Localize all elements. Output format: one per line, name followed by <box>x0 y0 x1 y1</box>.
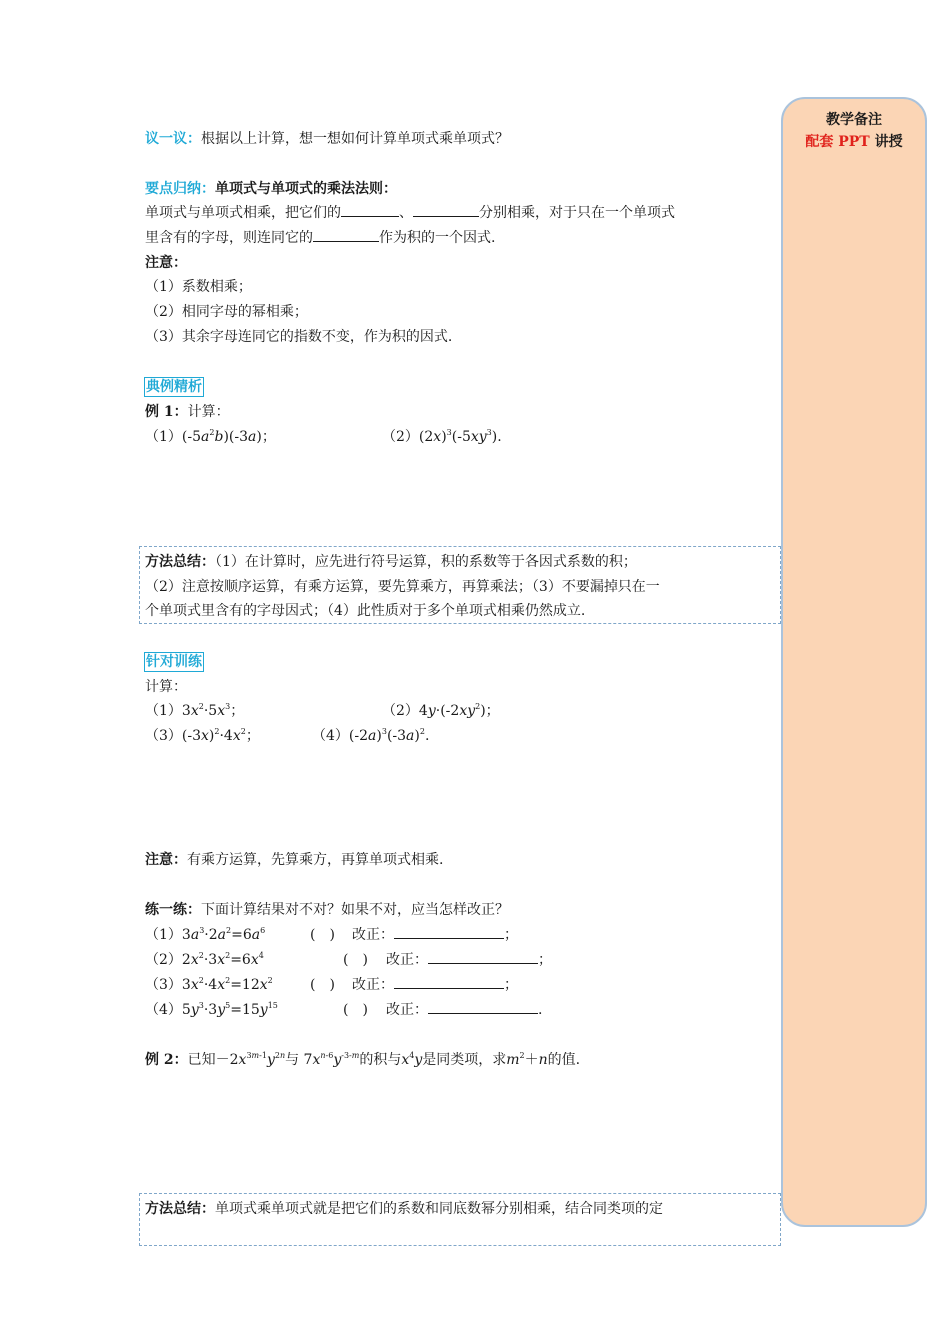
discuss-text: 根据以上计算，想一想如何计算单项式乘单项式？ <box>201 131 509 147</box>
note2-line <box>145 851 443 869</box>
fix-label: 改正： <box>352 927 394 943</box>
summary-label: 要点归纳： <box>145 181 215 197</box>
training-problem-4: $(4)(-2a)^3(-3a)^2$. <box>312 727 430 744</box>
example2-label: 例 2： <box>145 1052 188 1068</box>
summary-title: 单项式与单项式的乘法法则： <box>215 181 397 197</box>
example1-problem-1: $(1)(-5a^2b)(-3a)$； <box>145 428 276 445</box>
discuss-label: 议一议： <box>145 131 201 147</box>
training-problem-1: $(1)3x^2\cdot 5x^3$； <box>145 702 245 719</box>
practice-paren: ( ) <box>310 977 335 993</box>
note-item: （3）其余字母连同它的指数不变，作为积的因式. <box>145 329 453 345</box>
sidebar-title: 教学备注 <box>826 112 882 128</box>
method1-line-1 <box>145 553 637 571</box>
note2-label: 注意： <box>145 852 187 868</box>
blank <box>428 1001 538 1014</box>
summary-text: 单项式与单项式相乘，把它们的 <box>145 205 341 221</box>
example1-label: 例 1： <box>145 404 188 420</box>
semicolon: ； <box>504 977 518 993</box>
training-problem-3: $(3)(-3x)^2\cdot 4x^2$； <box>145 727 260 744</box>
sidebar-lecture-text: 讲授 <box>869 134 903 150</box>
note-item: （1）系数相乘； <box>145 279 252 295</box>
summary-text: 分别相乘，对于只在一个单项式 <box>479 205 675 221</box>
practice-fix-1 <box>352 926 518 944</box>
blank <box>413 204 479 217</box>
practice-item-3: $(3)3x^2\cdot 4x^2=12x^2$ <box>145 976 273 993</box>
summary-text: 作为积的一个因式. <box>379 230 496 246</box>
example2-line: 例 2：已知$-2x^{3m-1}y^{2n}$与 $7x^{n-6}y^{-3-m}$的积与$x^4y$是同类项，求$m^2+n$的值. <box>145 1051 581 1068</box>
practice-fix-3 <box>352 976 518 994</box>
practice-item-1: $(1)3a^3\cdot 2a^2=6a^6$ <box>145 926 266 943</box>
summary-line-1 <box>145 204 675 222</box>
example2-text: 是同类项，求 <box>422 1052 507 1068</box>
fix-label: 改正： <box>352 977 394 993</box>
teaching-notes-sidebar <box>781 97 927 1227</box>
practice-label: 练一练： <box>145 902 201 918</box>
example1-problem-2: $(2)(2x)^3(-5xy^3)$. <box>382 428 502 445</box>
note-item: （2）相同字母的幂相乘； <box>145 304 308 320</box>
example1-heading <box>145 403 230 421</box>
example-section-label: 典例精析 <box>146 379 202 395</box>
sidebar-ppt-text: 配套 PPT <box>805 134 870 150</box>
practice-fix-2 <box>386 951 552 969</box>
training-problem-2: $(2)4y\cdot(-2xy^2)$； <box>382 702 500 719</box>
blank <box>394 926 504 939</box>
practice-paren: ( ) <box>343 952 368 968</box>
training-section-label: 针对训练 <box>146 654 202 670</box>
method1-line-2: （2）注意按顺序运算，有乘方运算，要先算乘方，再算乘法；（3）不要漏掉只在一 <box>145 579 660 595</box>
blank <box>313 229 379 242</box>
training-text: 计算： <box>145 679 187 695</box>
practice-item-2: $(2)2x^2\cdot 3x^2=6x^4$ <box>145 951 264 968</box>
method1-text: （1）在计算时，应先进行符号运算，积的系数等于各因式系数的积； <box>215 554 637 570</box>
method2-label: 方法总结： <box>145 1201 215 1217</box>
example2-text: 已知－2 <box>187 1052 239 1068</box>
practice-heading <box>145 901 509 919</box>
practice-paren: ( ) <box>343 1002 368 1018</box>
sidebar-subtitle <box>783 131 925 151</box>
note2-text: 有乘方运算，先算乘方，再算单项式相乘. <box>187 852 444 868</box>
example2-text: 的值. <box>547 1052 581 1068</box>
summary-text: 、 <box>399 205 413 221</box>
example2-text: 的积与 <box>359 1052 402 1068</box>
fix-label: 改正： <box>386 1002 428 1018</box>
semicolon: ； <box>504 927 518 943</box>
method1-label: 方法总结： <box>145 554 215 570</box>
summary-heading <box>145 180 397 198</box>
practice-fix-4 <box>386 1001 542 1019</box>
blank <box>428 951 538 964</box>
summary-line-2 <box>145 229 495 247</box>
note-title: 注意： <box>145 255 187 271</box>
blank <box>341 204 399 217</box>
period: . <box>538 1002 543 1018</box>
practice-paren: ( ) <box>310 927 335 943</box>
example2-text: 与 7 <box>285 1052 313 1068</box>
discuss-line <box>145 130 509 148</box>
method2-line <box>145 1200 663 1218</box>
practice-item-4: $(4)5y^3\cdot 3y^5=15y^{15}$ <box>145 1001 278 1018</box>
practice-text: 下面计算结果对不对？如果不对，应当怎样改正？ <box>201 902 509 918</box>
example1-text: 计算： <box>187 404 230 420</box>
method2-text: 单项式乘单项式就是把它们的系数和同底数幂分别相乘，结合同类项的定 <box>215 1201 663 1217</box>
method1-line-3: 个单项式里含有的字母因式；（4）此性质对于多个单项式相乘仍然成立. <box>145 603 586 619</box>
blank <box>394 976 504 989</box>
semicolon: ； <box>538 952 552 968</box>
summary-text: 里含有的字母，则连同它的 <box>145 230 313 246</box>
fix-label: 改正： <box>386 952 428 968</box>
